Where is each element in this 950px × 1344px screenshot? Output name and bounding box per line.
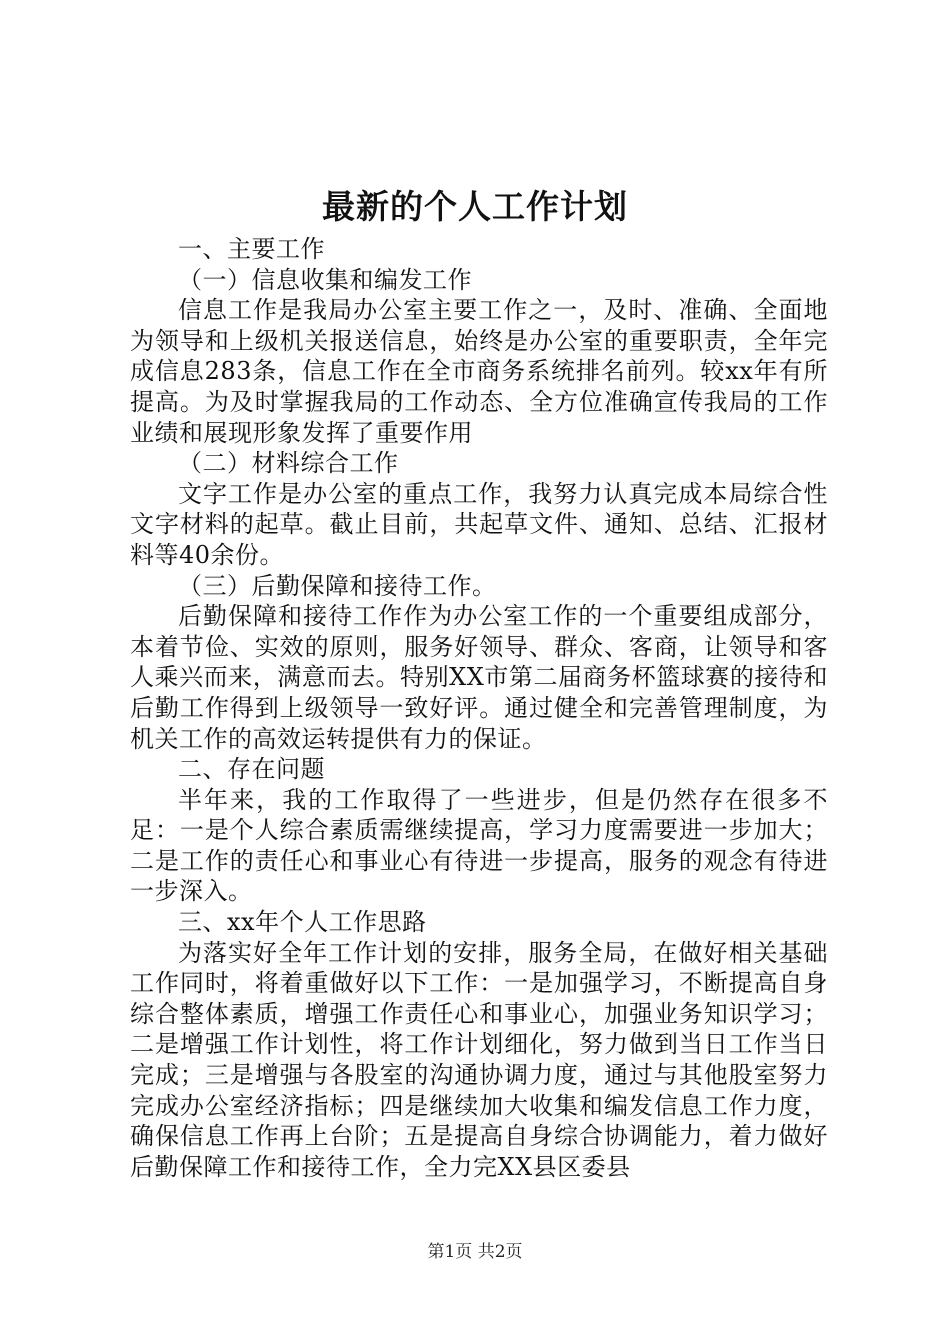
- subsection-heading-materials: （二）材料综合工作: [178, 449, 399, 478]
- document-body: [130, 234, 828, 1182]
- paragraph-information-work: 信息工作是我局办公室主要工作之一，及时、准确、全面地为领导和上级机关报送信息，始终是办公室的重要职责，全年完成信息283条，信息工作在全市商务系统排名前列。较xx年有所提高。为及时掌握我局的工作动态、全方位准确宣传我局的工作业绩和展现形象发挥了重要作用: [130, 296, 828, 447]
- document-title: 最新的个人工作计划: [322, 187, 628, 226]
- section-heading-main-work: 一、主要工作: [178, 235, 325, 263]
- paragraph-materials-work: 文字工作是办公室的重点工作，我努力认真完成本局综合性文字材料的起草。截止目前，共起草文件、通知、总结、汇报材料等40余份。: [130, 479, 828, 569]
- section-heading-problems: 二、存在问题: [178, 755, 325, 784]
- paragraph-plan: 为落实好全年工作计划的安排，服务全局，在做好相关基础工作同时，将着重做好以下工作：一是加强学习，不断提高自身综合整体素质，增强工作责任心和事业心，加强业务知识学习；二是增强工作计划性，将工作计划细化，努力做到当日工作当日完成；三是增强与各股室的沟通协调力度，通过与其他股室努力完成办公室经济指标；四是继续加大收集和编发信息工作力度，确保信息工作再上台阶；五是提高自身综合协调能力，着力做好后勤保障工作和接待工作，全力完XX县区委县: [130, 938, 828, 1181]
- paragraph-logistics-work: 后勤保障和接待工作作为办公室工作的一个重要组成部分，本着节俭、实效的原则，服务好领导、群众、客商，让领导和客人乘兴而来，满意而去。特别XX市第二届商务杯篮球赛的接待和后勤工作得到上级领导一致好评。通过健全和完善管理制度，为机关工作的高效运转提供有力的保证。: [130, 602, 828, 753]
- page-footer: 第1页 共2页: [427, 1242, 523, 1262]
- subsection-heading-logistics: （三）后勤保障和接待工作。: [178, 571, 497, 600]
- section-heading-plan: 三、xx年个人工作思路: [178, 908, 427, 937]
- paragraph-problems: 半年来，我的工作取得了一些进步，但是仍然存在很多不足：一是个人综合素质需继续提高，学习力度需要进一步加大；二是工作的责任心和事业心有待进一步提高，服务的观念有待进一步深入。: [130, 785, 828, 906]
- subsection-heading-information: （一）信息收集和编发工作: [178, 265, 472, 294]
